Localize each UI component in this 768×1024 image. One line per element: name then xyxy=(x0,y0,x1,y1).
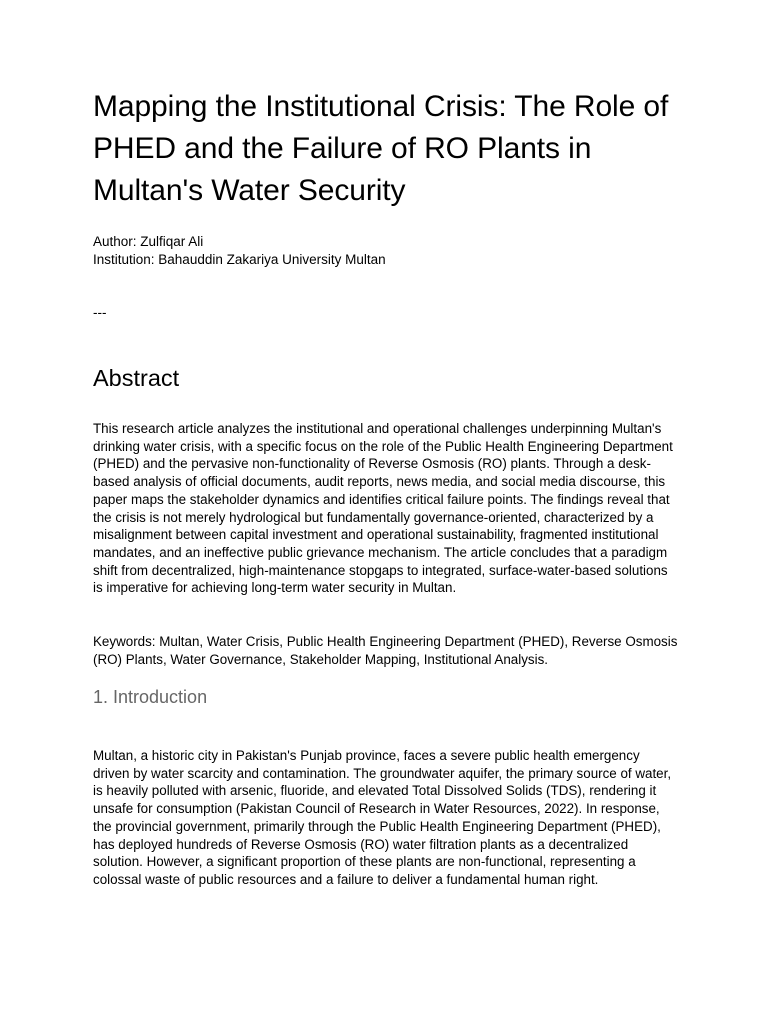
author-line: Author: Zulfiqar Ali xyxy=(93,234,204,249)
introduction-paragraph: Multan, a historic city in Pakistan's Punjab province, faces a severe public health emergency driven by water scarcity and contamination. The groundwater aquifer, the primary source of water, is heavily polluted with arsenic, fluoride, and elevated Total Dissolved Solids (TDS), rendering it unsafe for consumption (Pakistan Council of Research in Water Resources, 2022). In response, the provincial government, primarily through the Public Health Engineering Department (PHED), has deployed hundreds of Reverse Osmosis (RO) water filtration plants as a decentralized solution. However, a significant proportion of these plants are non-functional, representing a colossal waste of public resources and a failure to deliver a fundamental human right. xyxy=(93,748,672,887)
introduction-heading: 1. Introduction xyxy=(93,687,208,707)
abstract-heading: Abstract xyxy=(93,365,180,391)
section-separator: --- xyxy=(93,305,107,320)
institution-line: Institution: Bahauddin Zakariya University Multan xyxy=(93,251,386,267)
author-block xyxy=(93,233,386,268)
abstract-paragraph: This research article analyzes the institutional and operational challenges underpinning Multan's drinking water crisis, with a specific focus on the role of the Public Health Engineering Department (PHED) and the pervasive non-functionality of Reverse Osmosis (RO) plants. Through a desk-based analysis of official documents, audit reports, news media, and social media discourse, this paper maps the stakeholder dynamics and identifies critical failure points. The findings reveal that the crisis is not merely hydrological but fundamentally governance-oriented, characterized by a misalignment between capital investment and operational sustainability, fragmented institutional mandates, and an ineffective public grievance mechanism. The article concludes that a paradigm shift from decentralized, high-maintenance stopgaps to integrated, surface-water-based solutions is imperative for achieving long-term water security in Multan. xyxy=(93,421,673,596)
keywords-paragraph: Keywords: Multan, Water Crisis, Public Health Engineering Department (PHED), Reverse Osmosis (RO) Plants, Water Governance, Stakeholder Mapping, Institutional Analysis. xyxy=(93,634,678,667)
paper-title: Mapping the Institutional Crisis: The Role of PHED and the Failure of RO Plants in Multan's Water Security xyxy=(93,90,669,207)
